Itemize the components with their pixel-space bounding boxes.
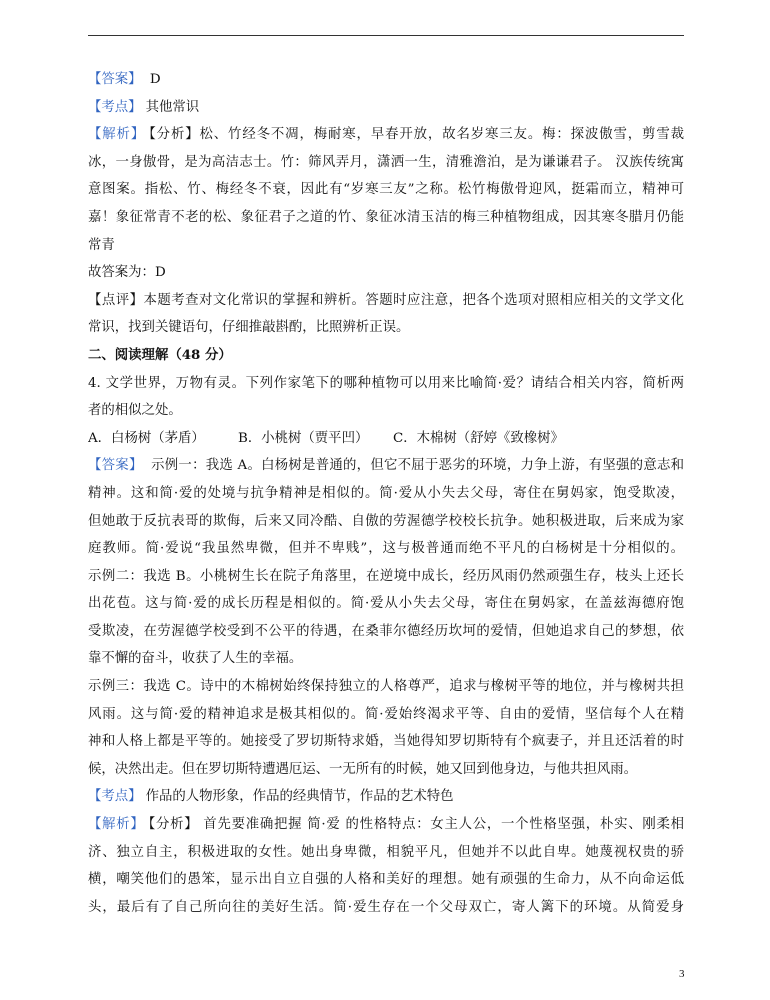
q4-knowledge-point — [88, 783, 684, 811]
analysis-tag: 【解析】 — [88, 817, 145, 833]
knowledge-point-tag: 【考点】 — [88, 99, 142, 115]
q3-analysis-line: 嘉！象征常青不老的松、象征君子之道的竹、象征冰清玉洁的梅三种植物组成，因其寒冬腊月仍能 — [88, 209, 684, 225]
q4-answer-line: 示例三：我选 C。诗中的木棉树始终保持独立的人格尊严，追求与橡树平等的地位，并与橡树共担 — [88, 679, 684, 695]
answer-value: D — [149, 72, 161, 87]
option-a: A．白杨树（茅盾） — [88, 430, 205, 446]
page-content — [88, 66, 684, 921]
q4-answer-line: 出花苞。这与简·爱的成长历程是相似的。简·爱从小失去父母，寄住在舅妈家，在盖兹海德府饱 — [88, 596, 684, 612]
q3-conclusion: 故答案为：D — [88, 265, 166, 281]
section-title: 二、阅读理解（48 分） — [88, 346, 232, 363]
q3-comment-line: 【点评】本题考查对文化常识的掌握和辨析。答题时应注意，把各个选项对照相应相关的文学文化 — [88, 292, 684, 308]
q4-analysis-line: 横，嘲笑他们的愚笨，显示出自立自强的人格和美好的理想。她有顽强的生命力，从不向命运低 — [88, 872, 684, 888]
q4-answer-line: 神和人格上都是平等的。她接受了罗切斯特求婚，当她得知罗切斯特有个疯妻子，并且还活着的时 — [88, 734, 684, 750]
option-b: B．小桃树（贾平凹） — [238, 430, 369, 446]
header-rule — [88, 35, 684, 36]
answer-tag: 【答案】 — [88, 458, 143, 474]
q3-analysis-line: 冰，一身傲骨，是为高洁志士。竹：筛风弄月，潇洒一生，清雅澹泊，是为谦谦君子。 汉族传统寓 — [88, 154, 684, 170]
answer-tag: 【答案】 — [88, 72, 142, 87]
q4-answer-line: 受欺凌，在劳渥德学校受到不公平的待遇，在桑菲尔德经历坎坷的爱情，但她追求自己的梦想，依 — [88, 623, 684, 639]
q4-analysis-line: 头，最后有了自己所向往的美好生活。简·爱生存在一个父母双亡，寄人篱下的环境。从简爱身 — [88, 899, 684, 915]
q4-options — [88, 425, 684, 453]
answer-text: 示例一：我选 A。白杨树是普通的，但它不屈于恶劣的环境，力争上游，有坚强的意志和 — [146, 458, 684, 474]
q4-answer-line: 精神。这和简·爱的处境与抗争精神是相似的。简·爱从小失去父母，寄住在舅妈家，饱受欺凌， — [88, 485, 684, 501]
q4-stem-line: 4. 文学世界，万物有灵。下列作家笔下的哪种植物可以用来比喻简·爱？请结合相关内容，简析两 — [88, 375, 684, 391]
knowledge-point-text: 作品的人物形象，作品的经典情节，作品的艺术特色 — [145, 789, 454, 805]
q4-answer-line: 候，决然出走。但在罗切斯特遭遇厄运、一无所有的时候，她又回到他身边，与他共担风雨。 — [88, 761, 638, 777]
q4-answer-line: 靠不懈的奋斗，收获了人生的幸福。 — [88, 651, 303, 667]
q4-answer-line: 风雨。这与简·爱的精神追求是极其相似的。简·爱始终渴求平等、自由的爱情，坚信每个人在精 — [88, 706, 684, 722]
q4-answer-line: 但她敢于反抗表哥的欺侮，后来又同冷酷、自傲的劳渥德学校校长抗争。她积极进取，后来成为家 — [88, 513, 684, 529]
q3-analysis-line: 意图案。指松、竹、梅经冬不衰，因此有“岁寒三友”之称。松竹梅傲骨迎风，挺霜而立，精神可 — [88, 182, 684, 198]
analysis-tag: 【解析】 — [88, 127, 146, 143]
q4-analysis-line: 济、独立自主，积极进取的女性。她出身卑微，相貌平凡，但她并不以此自卑。她蔑视权贵的骄 — [88, 844, 684, 860]
knowledge-point-tag: 【考点】 — [88, 789, 142, 805]
analysis-text: 【分析】 首先要准确把握 简·爱 的性格特点：女主人公，一个性格坚强，朴实、刚柔相 — [148, 817, 684, 833]
q3-analysis-line — [88, 121, 684, 149]
q4-answer-line: 庭教师。简·爱说“我虽然卑微，但并不卑贱”，这与极普通而绝不平凡的白杨树是十分相似的。 — [88, 541, 684, 557]
page-number: 3 — [679, 968, 685, 980]
option-c: C．木棉树（舒婷《致橡树》 — [393, 430, 564, 446]
knowledge-point-text: 其他常识 — [145, 99, 200, 115]
q4-stem-line: 者的相似之处。 — [88, 403, 182, 419]
q3-comment-line: 常识，找到关键语句，仔细推敲斟酌，比照辨析正误。 — [88, 320, 410, 336]
analysis-text: 【分析】松、竹经冬不凋，梅耐寒，早春开放，故名岁寒三友。梅：探波傲雪，剪雪裁 — [149, 127, 684, 143]
q3-analysis-line: 常青 — [88, 237, 115, 253]
q4-answer-line — [88, 452, 684, 480]
q4-analysis-line — [88, 811, 684, 839]
q4-answer-line: 示例二：我选 B。小桃树生长在院子角落里，在逆境中成长，经历风雨仍然顽强生存，枝头上还长 — [88, 568, 684, 584]
q3-answer — [88, 66, 684, 94]
q3-knowledge-point — [88, 94, 684, 122]
